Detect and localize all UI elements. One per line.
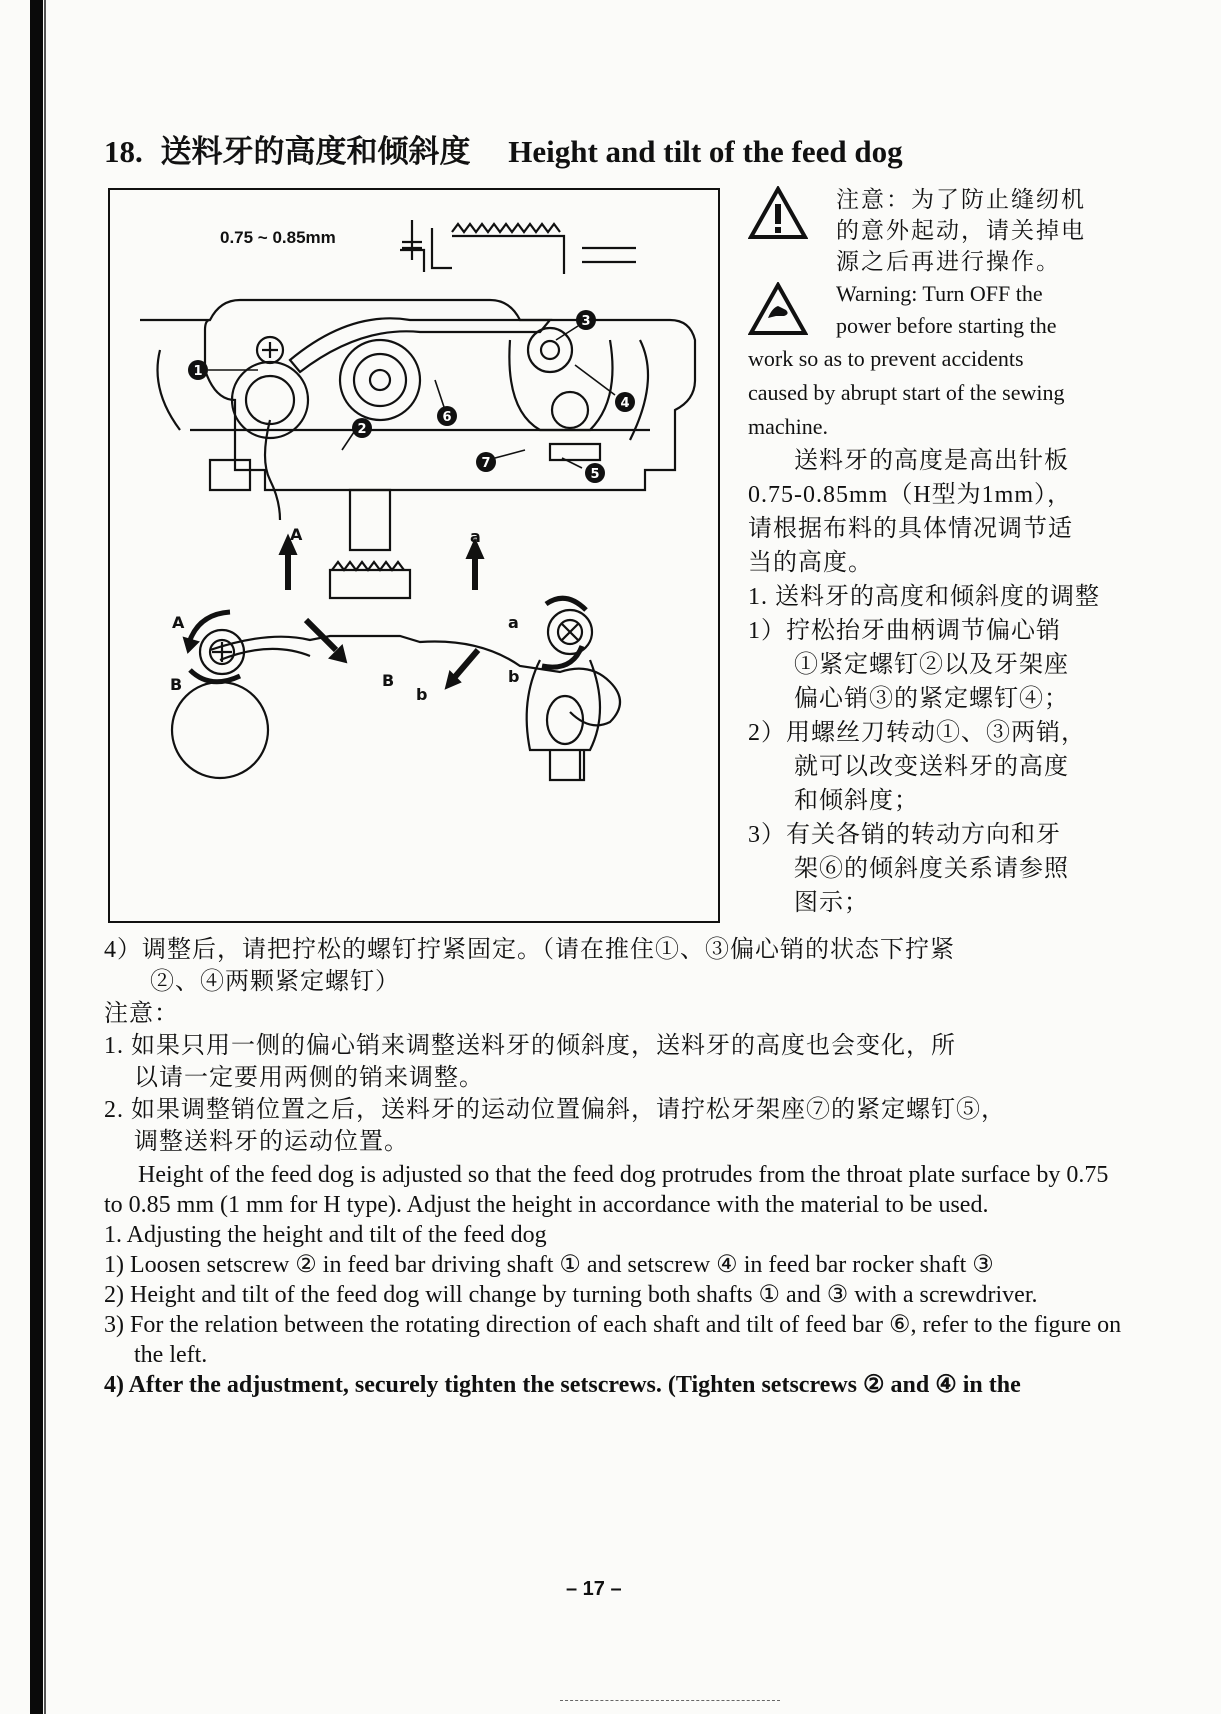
step-2-cn: 2）用螺丝刀转动①、③两销， 就可以改变送料牙的高度 和倾斜度； [748,720,1086,814]
scan-binding-edge [30,0,43,1714]
callout-6: 6 [442,410,452,425]
note-1-cn: 1. 如果只用一侧的偏心销来调整送料牙的倾斜度，送料牙的高度也会变化，所 以请一定要用两侧的销来调整。 [104,1033,956,1091]
adjust-heading-cn: 1. 送料牙的高度和倾斜度的调整 [748,584,1100,610]
adjust-heading-en: 1. Adjusting the height and tilt of the feed dog [104,1222,547,1248]
callout-4: 4 [620,396,630,411]
step-4-en: 4) After the adjustment, securely tighten the setscrews. (Tighten setscrews ② and ④ in the [104,1372,1021,1398]
height-intro-en: Height of the feed dog is adjusted so that the feed dog protrudes from the throat plate surface by 0.75 to 0.85 mm (1 mm for H type). Adjust the height in accordance with the material to be used. [104,1162,1109,1218]
callout-7: 7 [481,456,491,471]
caution-en-continued: work so as to prevent accidents caused by abrupt start of the sewing machine. [748,346,1065,439]
height-intro-cn: 送料牙的高度是高出针板 0.75-0.85mm（H型为1mm）， 请根据布料的具体情况调节适 当的高度。 1. 送料牙的高度和倾斜度的调整 1）拧松抬牙曲柄调节偏心销 ①紧定螺钉②以及牙架座 偏心销③的紧定螺钉④； 2）用螺丝刀转动①、③两销， 就可以改变送料牙的高度 和倾斜度； 3）有关各销的转动方向和牙 架⑥的倾斜度关系请参照 图示； [748,444,1126,920]
step-1-cn: 1）拧松抬牙曲柄调节偏心销 ①紧定螺钉②以及牙架座 偏心销③的紧定螺钉④； [748,618,1069,712]
english-instructions [104,1160,1124,1400]
feed-dog-figure [108,188,720,923]
label-b-mid: b [416,685,428,704]
note-2-cn: 2. 如果调整销位置之后，送料牙的运动位置偏斜，请拧松牙架座⑦的紧定螺钉⑤， 调整送料牙的运动位置。 [104,1097,1006,1155]
step-2-en: 2) Height and tilt of the feed dog will change by turning both shafts ① and ③ with a screwdriver. [104,1282,1038,1308]
label-a-top: a [470,527,481,546]
label-a-right: a [508,613,519,632]
page-number: – 17 – [566,1578,622,1600]
callout-2: 2 [357,422,367,437]
dimension-label: 0.75 ~ 0.85mm [220,228,336,247]
callout-3: 3 [581,314,591,329]
section-title-en: Height and tilt of the feed dog [508,134,903,169]
caution-en: Warning: Turn OFF the power before starting the [748,278,1126,342]
caution-and-steps-column [748,184,1126,920]
step-4-cn: 4）调整后，请把拧松的螺钉拧紧固定。（请在推住①、③偏心销的状态下拧紧 ②、④两颗紧定螺钉） [104,937,955,995]
scan-binding-shadow [44,0,46,1714]
label-B-mid: B [382,671,395,690]
section-number: 18. [104,134,143,169]
section-title [104,126,903,171]
warning-icon [748,186,808,240]
step-3-en: 3) For the relation between the rotating direction of each shaft and tilt of feed bar ⑥, refer to the figure on the left. [104,1312,1122,1368]
section-title-cn: 送料牙的高度和倾斜度 [160,134,471,169]
note-label-cn: 注意： [104,1001,179,1027]
step-1-en: 1) Loosen setscrew ② in feed bar driving shaft ① and setscrew ④ in feed bar rocker shaft ③ [104,1252,994,1278]
label-A-top: A [290,525,303,544]
callout-5: 5 [590,467,600,482]
footer-rule [560,1700,780,1702]
label-b-right: b [508,667,520,686]
label-A-left: A [172,613,185,632]
callout-1: 1 [193,364,203,379]
hand-warning-icon [748,282,808,336]
step-3-cn: 3）有关各销的转动方向和牙 架⑥的倾斜度关系请参照 图示； [748,822,1069,916]
label-B-left: B [170,675,183,694]
feed-dog-diagram [110,190,722,925]
body-text [104,934,1124,1400]
caution-cn: 注意：为了防止缝纫机 的意外起动，请关掉电 源之后再进行操作。 [748,184,1126,278]
